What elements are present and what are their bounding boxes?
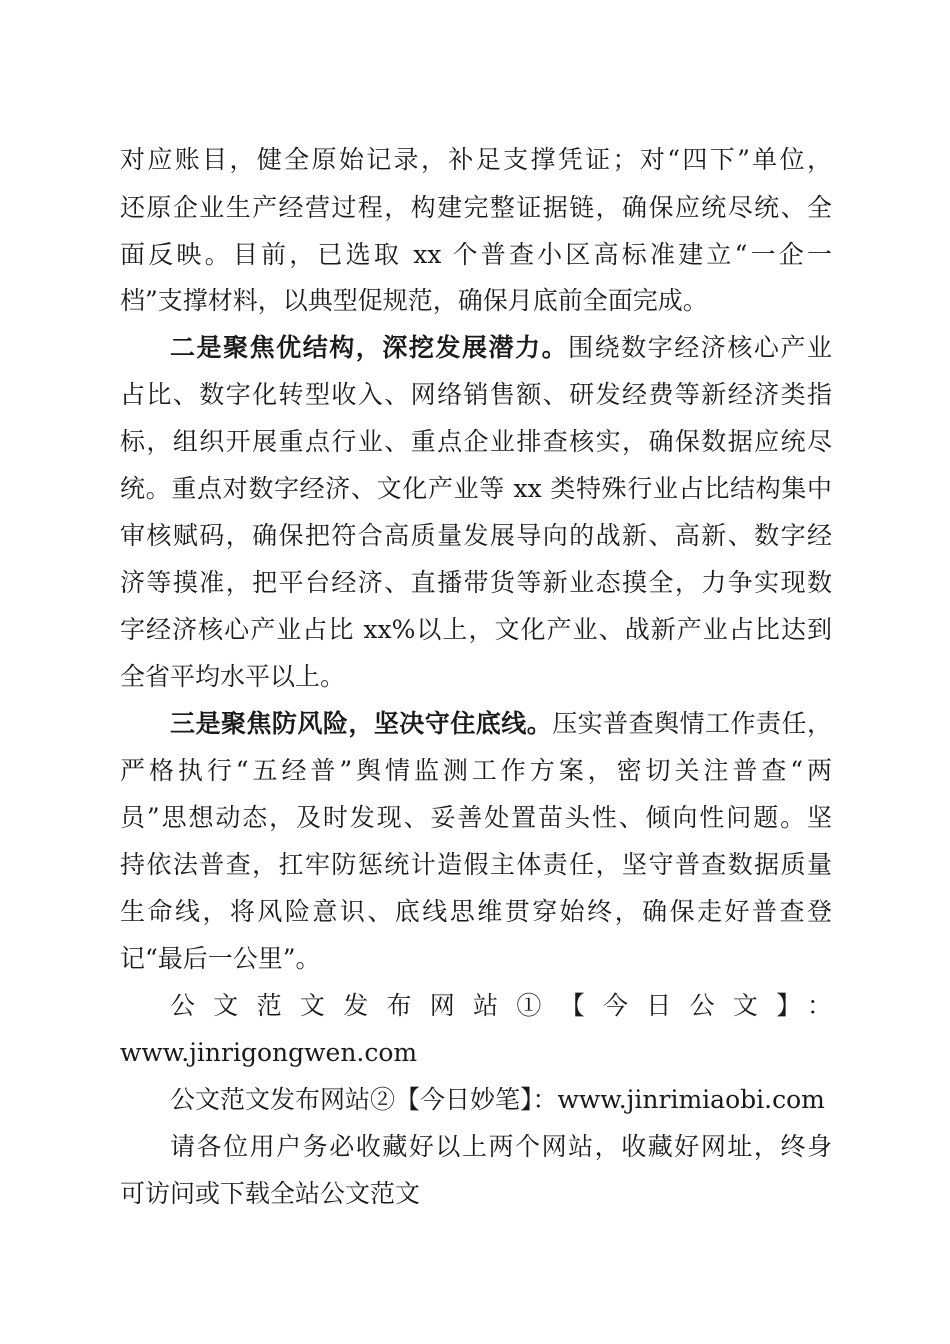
paragraph-3-line-4: 持依法普查，扛牢防惩统计造假主体责任，坚守普查数据质量 bbox=[120, 850, 832, 879]
paragraph-2-line-2: 占比、数字化转型收入、网络销售额、研发经费等新经济类指 bbox=[120, 380, 832, 409]
paragraph-3-line-6: 记“最后一公里”。 bbox=[120, 944, 321, 973]
paragraph-3-first-line-rest: 压实普查舆情工作责任， bbox=[552, 709, 832, 738]
paragraph-3-heading: 三是聚焦防风险，坚决守住底线。 bbox=[170, 709, 553, 738]
paragraph-2-heading: 二是聚焦优结构，深挖发展潜力。 bbox=[170, 333, 569, 362]
paragraph-2-first-line-rest: 围绕数字经济核心产业 bbox=[568, 333, 832, 362]
footer-site-2[interactable]: 公文范文发布网站②【今日妙笔】：www.jinrimiaobi.com bbox=[170, 1085, 825, 1114]
paragraph-2-line-5: 审核赋码，确保把符合高质量发展导向的战新、高新、数字经 bbox=[120, 521, 832, 550]
paragraph-2-line-4: 统。重点对数字经济、文化产业等 xx 类特殊行业占比结构集中 bbox=[120, 474, 832, 503]
paragraph-1-line-1: 对应账目，健全原始记录，补足支撑凭证；对“四下”单位， bbox=[120, 145, 832, 174]
paragraph-2-line-3: 标，组织开展重点行业、重点企业排查核实，确保数据应统尽 bbox=[120, 427, 832, 456]
paragraph-2-line-8: 全省平均水平以上。 bbox=[120, 662, 346, 691]
footer-site-1-url[interactable]: www.jinrigongwen.com bbox=[120, 1038, 418, 1067]
footer-notice-line-2: 可访问或下载全站公文范文 bbox=[120, 1179, 421, 1208]
paragraph-2-line-7: 字经济核心产业占比 xx%以上，文化产业、战新产业占比达到 bbox=[120, 615, 832, 644]
paragraph-3-line-1 bbox=[170, 709, 832, 739]
paragraph-1-line-4: 档”支撑材料，以典型促规范，确保月底前全面完成。 bbox=[120, 286, 708, 315]
paragraph-2-line-1 bbox=[170, 333, 832, 363]
paragraph-3-line-5: 生命线，将风险意识、底线思维贯穿始终，确保走好普查登 bbox=[120, 897, 832, 926]
paragraph-1-line-2: 还原企业生产经营过程，构建完整证据链，确保应统尽统、全 bbox=[120, 193, 832, 222]
footer-site-1-label: 公文范文发布网站①【今日公文】： bbox=[170, 991, 832, 1020]
paragraph-1-line-3: 面反映。目前，已选取 xx 个普查小区高标准建立“一企一 bbox=[120, 240, 832, 269]
paragraph-3-line-2: 严格执行“五经普”舆情监测工作方案，密切关注普查“两 bbox=[120, 756, 832, 785]
footer-notice-line-1: 请各位用户务必收藏好以上两个网站，收藏好网址，终身 bbox=[170, 1132, 832, 1161]
paragraph-3-line-3: 员”思想动态，及时发现、妥善处置苗头性、倾向性问题。坚 bbox=[120, 803, 832, 832]
paragraph-2-line-6: 济等摸准，把平台经济、直播带货等新业态摸全，力争实现数 bbox=[120, 568, 832, 597]
